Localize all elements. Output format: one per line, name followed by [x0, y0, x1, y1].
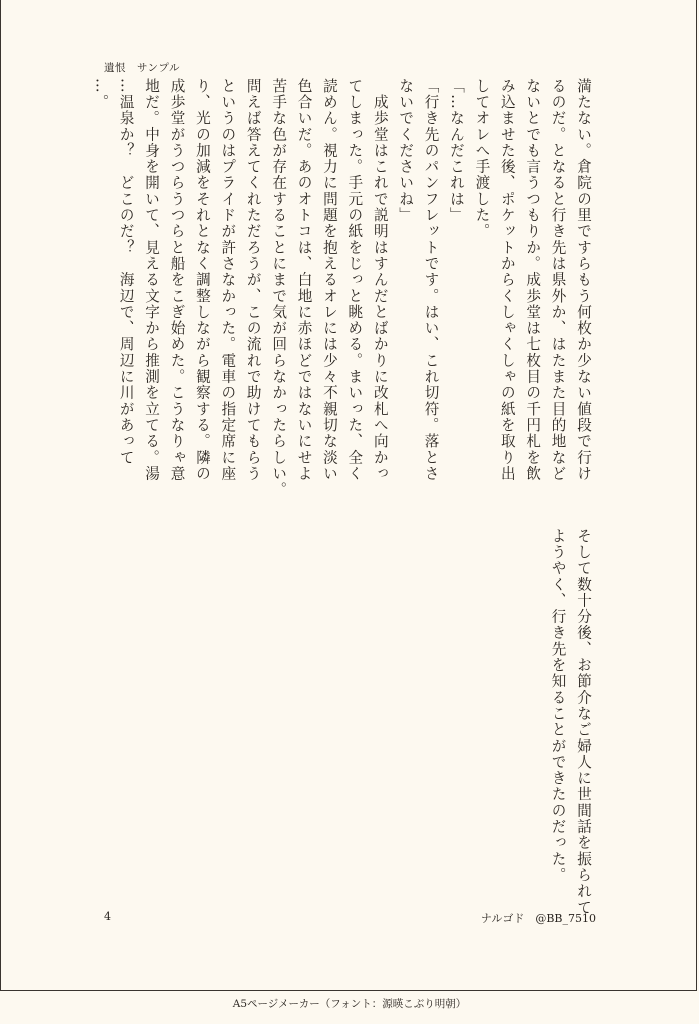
text-line: ないでくださいね」 [397, 78, 415, 224]
text-line: 成歩堂はこれで説明はすんだとばかりに改札へ向かっ [371, 78, 389, 482]
text-line: 「行き先のパンフレットです。はい、これ切符。落とさ [422, 78, 440, 482]
text-line: ないとでも言うつもりか。成歩堂は七枚目の千円札を飲 [524, 78, 542, 482]
text-line: してオレへ手渡した。 [473, 78, 491, 240]
text-line: ようやく、行き先を知ることができたのだった。 [549, 528, 567, 884]
text-line: 「…なんだこれは」 [447, 78, 465, 224]
generator-credit: A5ページメーカー（フォント：源暎こぶり明朝） [232, 998, 467, 1010]
text-line: …。 [92, 78, 110, 111]
text-line: というのはプライドが許さなかった。電車の指定席に座 [219, 78, 237, 482]
running-header: 遺恨 サンプル [104, 62, 181, 74]
lower-text-block [545, 528, 596, 916]
text-line: 地だ。中身を開いて、見える文字から推測を立てる。湯 [143, 78, 161, 482]
text-line: 成歩堂がうつらうつらと船をこぎ始めた。こうなりゃ意 [168, 78, 186, 482]
text-line: 満たない。倉院の里ですらもう何枚か少ない値段で行け [575, 78, 592, 482]
text-line: 苦手な色が存在することにまで気が回らなかったらしい。 [270, 78, 288, 498]
text-line: …温泉か？ どこのだ？ 海辺で、周辺に川があって [117, 78, 135, 466]
text-line: てしまった。手元の紙をじっと眺める。まいった、全く [346, 78, 364, 482]
text-line: るのだ。となると行き先は県外か、はたまた目的地など [549, 78, 567, 482]
text-line: 読めん。視力に問題を抱えるオレには少々不親切な淡い [320, 78, 338, 482]
upper-text-block [88, 78, 596, 498]
text-line: そして数十分後、お節介なご婦人に世間話を振られて [575, 528, 592, 916]
author-credit: ナルゴド @BB_7510 [480, 912, 596, 925]
text-line: 問えば答えてくれただろうが、この流れで助けてもらう [244, 78, 262, 482]
page-number: 4 [104, 910, 111, 923]
text-line: り、光の加減をそれとなく調整しながら観察する。隣の [193, 78, 211, 482]
text-line: み込ませた後、ポケットからくしゃくしゃの紙を取り出 [498, 78, 516, 482]
text-line: 色合いだ。あのオトコは、白地に赤ほどではないにせよ [295, 78, 313, 482]
